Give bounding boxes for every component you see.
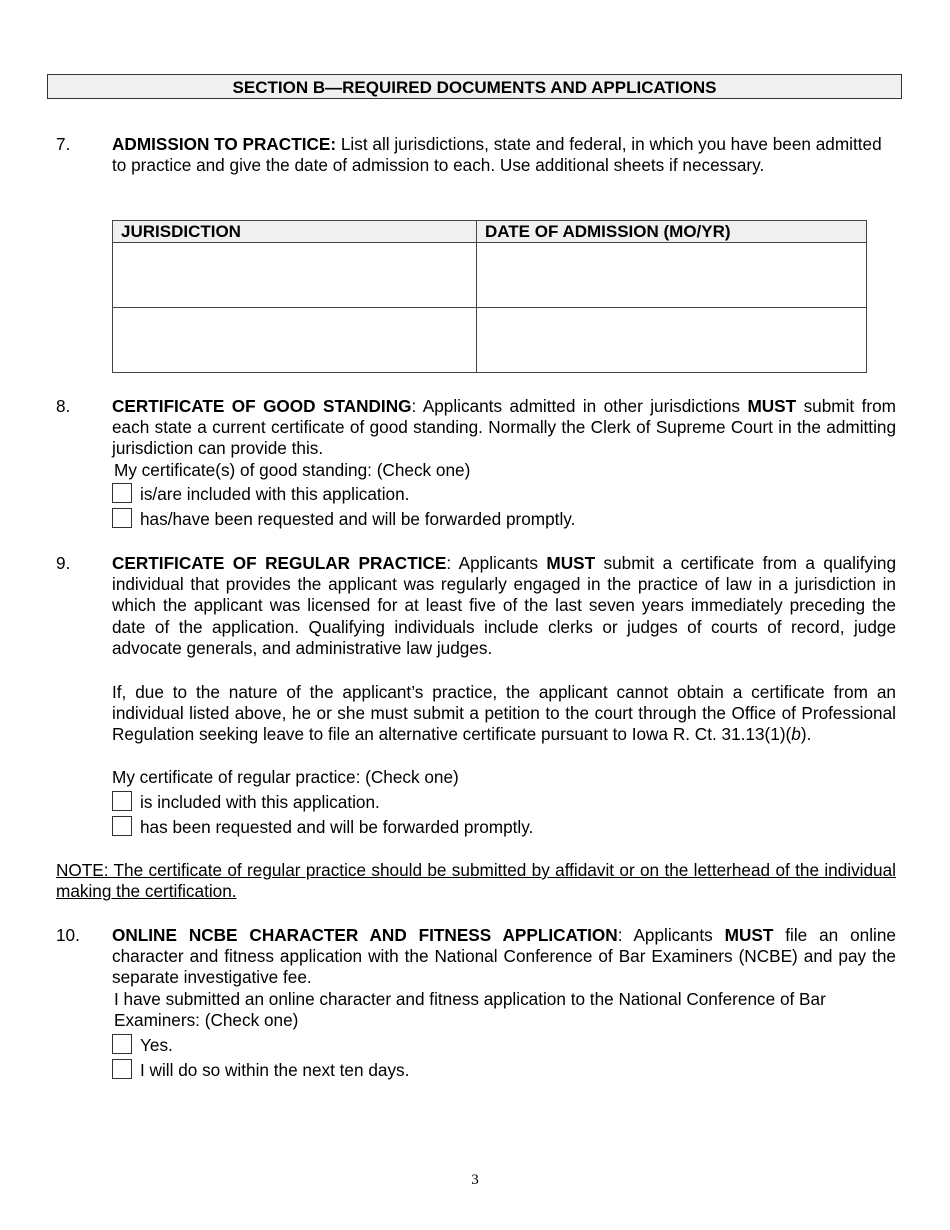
item-9-paragraph-2 xyxy=(112,682,896,746)
paragraph-italic: b xyxy=(791,724,801,745)
ncbe-prompt: I have submitted an online character and fitness application to the National Conference of Bar Examiners: (Check one) xyxy=(114,989,826,1031)
item-number: 8. xyxy=(56,396,71,416)
item-title: ADMISSION TO PRACTICE: xyxy=(112,134,337,154)
jurisdiction-cell[interactable] xyxy=(113,308,477,373)
admission-table xyxy=(112,220,867,373)
date-cell[interactable] xyxy=(477,243,867,308)
option-label: has/have been requested and will be forwarded promptly. xyxy=(140,509,576,529)
jurisdiction-cell[interactable] xyxy=(113,243,477,308)
item-number: 7. xyxy=(56,134,71,154)
jurisdiction-header: JURISDICTION xyxy=(113,221,477,243)
good-standing-prompt: My certificate(s) of good standing: (Check one) xyxy=(114,460,471,480)
good-standing-option-included[interactable] xyxy=(112,482,409,506)
table-row xyxy=(113,243,867,308)
regular-practice-option-included[interactable] xyxy=(112,790,380,814)
checkbox[interactable] xyxy=(112,816,132,836)
note: NOTE: The certificate of regular practice should be submitted by affidavit or on the letterhead of the individual making the certification. xyxy=(56,860,896,902)
item-text: : Applicants admitted in other jurisdictions xyxy=(411,396,748,416)
checkbox[interactable] xyxy=(112,1059,132,1079)
good-standing-option-requested[interactable] xyxy=(112,507,575,531)
regular-practice-option-requested[interactable] xyxy=(112,815,533,839)
date-of-admission-header: DATE OF ADMISSION (MO/YR) xyxy=(477,221,867,243)
must-emphasis: MUST xyxy=(747,396,797,416)
table-row xyxy=(113,308,867,373)
item-7 xyxy=(56,134,896,176)
item-number: 10. xyxy=(56,925,80,945)
date-cell[interactable] xyxy=(477,308,867,373)
regular-practice-prompt: My certificate of regular practice: (Check one) xyxy=(112,767,459,787)
item-text: : Applicants xyxy=(446,553,547,573)
must-emphasis: MUST xyxy=(724,925,774,945)
item-10 xyxy=(56,925,896,989)
item-text: : Applicants xyxy=(617,925,725,945)
section-header: SECTION B—REQUIRED DOCUMENTS AND APPLICATIONS xyxy=(47,74,902,99)
ncbe-option-later[interactable] xyxy=(112,1058,409,1082)
option-label: Yes. xyxy=(140,1035,173,1055)
item-title: ONLINE NCBE CHARACTER AND FITNESS APPLICATION xyxy=(112,925,618,945)
item-8 xyxy=(56,396,896,460)
ncbe-option-yes[interactable] xyxy=(112,1033,173,1057)
checkbox[interactable] xyxy=(112,508,132,528)
item-title: CERTIFICATE OF GOOD STANDING xyxy=(112,396,412,416)
item-text: submit from each state a current certificate of good standing. Normally the Clerk of Supreme Court in the admitting jurisdiction can provide this. xyxy=(112,396,896,459)
option-label: has been requested and will be forwarded promptly. xyxy=(140,817,534,837)
item-9 xyxy=(56,553,896,659)
option-label: I will do so within the next ten days. xyxy=(140,1060,410,1080)
must-emphasis: MUST xyxy=(546,553,596,573)
paragraph-text: If, due to the nature of the applicant’s practice, the applicant cannot obtain a certificate from an individual listed above, he or she must submit a petition to the court through the Office of Professional Regulation seeking leave to file an alternative certificate pursuant to Iowa R. Ct. 31.13(1)( xyxy=(112,682,896,745)
item-number: 9. xyxy=(56,553,71,573)
page-number: 3 xyxy=(471,1172,479,1188)
option-label: is included with this application. xyxy=(140,792,380,812)
checkbox[interactable] xyxy=(112,791,132,811)
checkbox[interactable] xyxy=(112,1034,132,1054)
paragraph-text: ). xyxy=(800,724,812,745)
item-text: file an online character and fitness application with the National Conference of Bar Examiners (NCBE) and pay the separate investigative fee. xyxy=(112,925,896,988)
option-label: is/are included with this application. xyxy=(140,484,410,504)
item-text: List all jurisdictions, state and federal, in which you have been admitted to practice and give the date of admission to each. Use additional sheets if necessary. xyxy=(112,134,882,176)
item-title: CERTIFICATE OF REGULAR PRACTICE xyxy=(112,553,447,573)
item-text: submit a certificate from a qualifying individual that provides the applicant was regularly engaged in the practice of law in a jurisdiction in which the applicant was licensed for at least five of the last seven years immediately preceding the date of the application. Qualifying individuals include clerks or judges of courts of record, judge advocate generals, and administrative law judges. xyxy=(112,553,897,658)
checkbox[interactable] xyxy=(112,483,132,503)
